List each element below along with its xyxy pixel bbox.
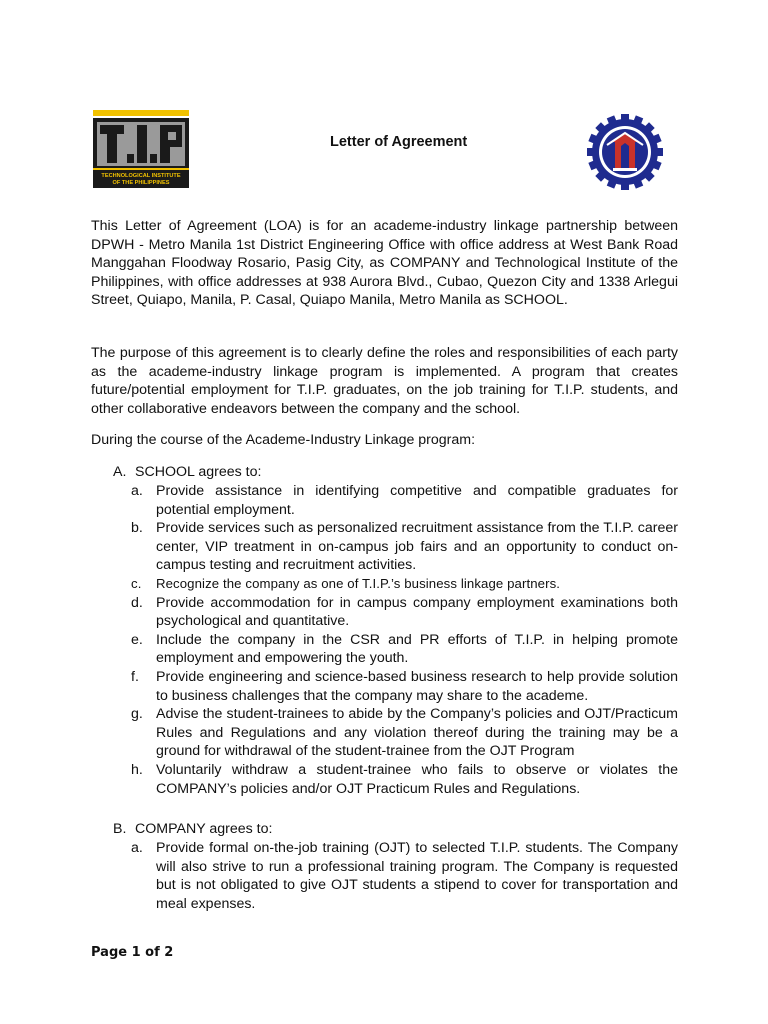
list-item — [131, 839, 678, 913]
dpwh-gear-seal-icon — [585, 112, 665, 192]
program-intro-line: During the course of the Academe-Industry Linkage program: — [91, 432, 476, 448]
school-obligations-list — [131, 482, 678, 798]
list-marker: h. — [131, 761, 143, 778]
section-a-heading — [113, 463, 261, 482]
list-item-text: Voluntarily withdraw a student-trainee who fails to observe or violates the COMPANY’s policies and/or OJT Practicum Rules and Regulations. — [156, 761, 678, 797]
list-marker: e. — [131, 631, 143, 648]
list-marker: f. — [131, 668, 139, 685]
company-obligations-list — [131, 839, 678, 913]
list-marker: a. — [131, 840, 143, 856]
list-item — [131, 761, 678, 798]
page-number: Page 1 of 2 — [91, 945, 174, 960]
list-item-text: Provide formal on-the-job training (OJT) to selected T.I.P. students. The Company will also strive to run a professional training program. The Company is requested but is not obligated to give OJT students a stipend to cover for transportation and meal expenses. — [156, 840, 678, 912]
section-letter: A. — [113, 464, 127, 480]
tip-logo-icon — [93, 110, 189, 188]
list-item — [131, 575, 678, 594]
list-item-text: Provide services such as personalized recruitment assistance from the T.I.P. career center, VIP treatment in on-campus job fairs and an opportunity to conduct on-campus testing and recruitment activities. — [156, 520, 678, 574]
list-marker: a. — [131, 483, 143, 499]
list-item — [131, 631, 678, 668]
list-item-text: Advise the student-trainees to abide by the Company’s policies and OJT/Practicum Rules and Regulations and any violation thereof during the training may be a ground for withdrawal of the student-trainee from the OJT Program — [156, 706, 678, 760]
list-item-text: Provide assistance in identifying competitive and compatible graduates for potential employment. — [156, 483, 678, 518]
section-heading-text: COMPANY agrees to: — [135, 821, 273, 837]
list-marker: b. — [131, 520, 143, 537]
list-marker: d. — [131, 594, 143, 611]
list-item — [131, 668, 678, 705]
section-letter: B. — [113, 821, 127, 837]
list-item — [131, 519, 678, 575]
list-item-text: Provide accommodation for in campus company employment examinations both psychological and quantitative. — [156, 594, 678, 630]
list-item — [131, 705, 678, 761]
list-item — [131, 482, 678, 519]
section-b-heading — [113, 820, 272, 839]
intro-paragraph: This Letter of Agreement (LOA) is for an academe-industry linkage partnership between DPWH - Metro Manila 1st District Engineering Office with office address at West Bank Road Manggahan Floodway Rosario, Pasig City, as COMPANY and Technological Institute of the Philippines, with office addresses at 938 Aurora Blvd., Cubao, Quezon City and 1338 Arlegui Street, Quiapo, Manila, P. Casal, Quiapo Manila, Metro Manila as SCHOOL. — [91, 218, 678, 309]
purpose-paragraph: The purpose of this agreement is to clearly define the roles and responsibilities of each party as the academe-industry linkage program is implemented. A program that creates future/potential employment for T.I.P. graduates, on the job training for T.I.P. students, and other collaborative endeavors between the company and the school. — [91, 345, 678, 417]
list-item — [131, 594, 678, 631]
list-item-text: Provide engineering and science-based business research to help provide solution to business challenges that the company may share to the academe. — [156, 668, 678, 704]
list-marker: g. — [131, 706, 143, 723]
section-heading-text: SCHOOL agrees to: — [135, 464, 262, 480]
document-title: Letter of Agreement — [330, 134, 468, 150]
list-item-text: Include the company in the CSR and PR efforts of T.I.P. in helping promote employment and empowering the youth. — [156, 631, 678, 667]
list-item-text: Recognize the company as one of T.I.P.’s business linkage partners. — [156, 575, 561, 591]
list-marker: c. — [131, 575, 142, 591]
tip-logo-line2: OF THE PHILIPPINES — [112, 180, 170, 186]
tip-logo-line1: TECHNOLOGICAL INSTITUTE — [101, 173, 181, 179]
